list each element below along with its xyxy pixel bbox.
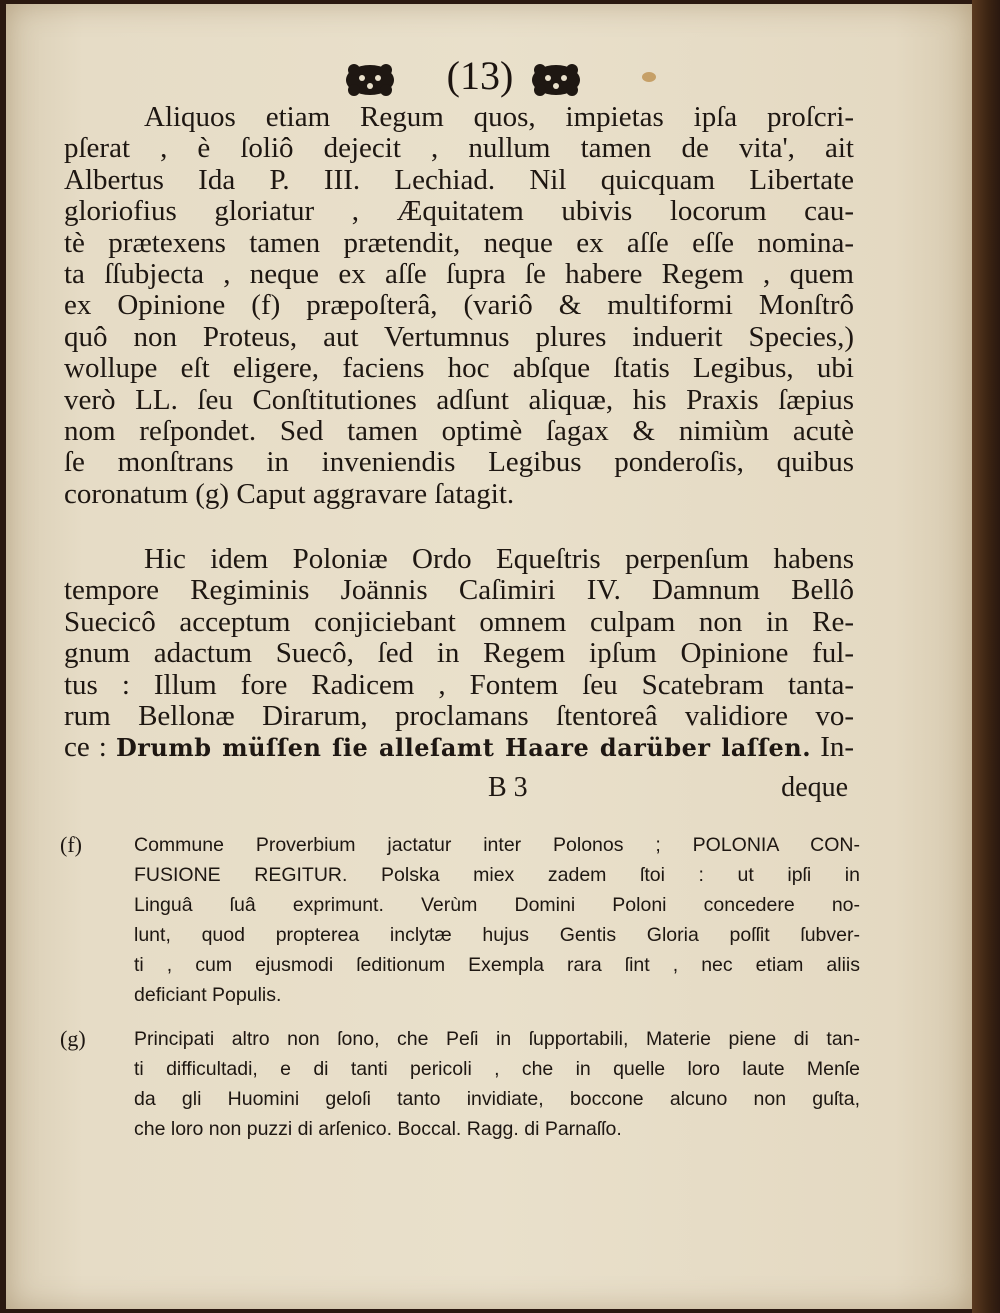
text-line: Hic idem Poloniæ Ordo Equeſtris perpenſum habens <box>144 543 854 576</box>
text-line: nom reſpondet. Sed tamen optimè ſagax & nimiùm acutè <box>64 414 854 447</box>
text-line: tè prætexens tamen prætendit, neque ex aſſe eſſe nomina- <box>64 226 854 259</box>
main-text <box>64 102 854 764</box>
text-line: Aliquos etiam Regum quos, impietas ipſa proſcri- <box>144 101 854 133</box>
signature-row <box>64 772 854 806</box>
german-quote: Drumb müſſen ſie alleſamt Haare darüber laſſen. <box>115 733 812 763</box>
text-line: tempore Regiminis Joännis Caſimiri IV. Damnum Bellô <box>64 574 854 607</box>
paragraph-2 <box>64 544 854 764</box>
text-line: gnum adactum Suecô, ſed in Regem ipſum Opinione ful- <box>64 637 854 670</box>
ornament-left-icon <box>342 60 398 100</box>
text-line: wollupe eſt eligere, faciens hoc abſque ſtatis Legibus, ubi <box>64 352 854 385</box>
footnote-mark: (f) <box>60 832 82 857</box>
footnote-line: ti difficultadi, e di tanti pericoli , che in quelle loro laute Menſe <box>134 1058 860 1080</box>
line-start: ce : <box>64 731 107 764</box>
ink-stain <box>642 72 656 82</box>
footnote-body <box>134 1024 860 1144</box>
ornament-right-icon <box>528 60 584 100</box>
footnote-line: che loro non puzzi di arſenico. Boccal. Ragg. di Parnaſſo. <box>134 1118 622 1140</box>
text-line: Suecicô acceptum conjiciebant omnem culpam non in Re- <box>64 605 854 638</box>
footnote-line: deficiant Populis. <box>134 984 282 1006</box>
footnote-mark: (g) <box>60 1026 86 1051</box>
footnote-g <box>60 1024 860 1144</box>
footnote-body <box>134 830 860 1010</box>
text-line: tus : Illum fore Radicem , Fontem ſeu Scatebram tanta- <box>64 668 854 701</box>
footnote-line: FUSIONE REGITUR. Polska miex zadem ſtoi : ut ipſi in <box>134 864 860 886</box>
signature-mark: B 3 <box>488 772 528 803</box>
text-line: pſerat , è ſoliô dejecit , nullum tamen de vita', ait <box>64 132 854 165</box>
text-line: gloriofius gloriatur , Æquitatem ubivis locorum cau- <box>64 195 854 228</box>
line-end: In- <box>820 731 855 764</box>
text-line: Albertus Ida P. III. Lechiad. Nil quicquam Libertate <box>64 163 854 196</box>
footnote-line: Principati altro non ſono, che Peſi in ſupportabili, Materie piene di tan- <box>134 1028 860 1050</box>
text-line: ta ſſubjecta , neque ex aſſe ſupra ſe habere Regem , quem <box>64 257 854 290</box>
paragraph-1 <box>64 102 854 510</box>
page-header <box>330 52 690 104</box>
footnotes <box>60 830 860 1158</box>
text-line: rum Bellonæ Dirarum, proclamans ſtentoreâ validiore vo- <box>64 700 854 733</box>
text-line: ex Opinione (f) præpoſterâ, (variô & multiformi Monſtrô <box>64 289 854 322</box>
footnote-line: da gli Huomini geloſi tanto invidiate, boccone alcuno non guſta, <box>134 1088 860 1110</box>
text-line: quô non Proteus, aut Vertumnus plures induerit Species,) <box>64 320 854 353</box>
text-line: ſe monſtrans in inveniendis Legibus ponderoſis, quibus <box>64 446 854 479</box>
text-line-blackletter <box>64 732 854 763</box>
footnote-line: Linguâ ſuâ exprimunt. Verùm Domini Poloni concedere no- <box>134 894 860 916</box>
text-line: verò LL. ſeu Conſtitutiones adſunt aliquæ, his Praxis ſæpius <box>64 383 854 416</box>
footnote-line: lunt, quod propterea inclytæ hujus Gentis Gloria poſſit ſubver- <box>134 924 860 946</box>
book-edge <box>972 0 1000 1313</box>
footnote-line: ti , cum ejusmodi ſeditionum Exempla rara ſint , nec etiam aliis <box>134 954 860 976</box>
page-number: (13) <box>446 53 514 98</box>
footnote-f <box>60 830 860 1010</box>
catchword: deque <box>781 772 848 803</box>
footnote-line: Commune Proverbium jactatur inter Polonos ; POLONIA CON- <box>134 834 860 856</box>
text-line: coronatum (g) Caput aggravare ſatagit. <box>64 477 515 510</box>
